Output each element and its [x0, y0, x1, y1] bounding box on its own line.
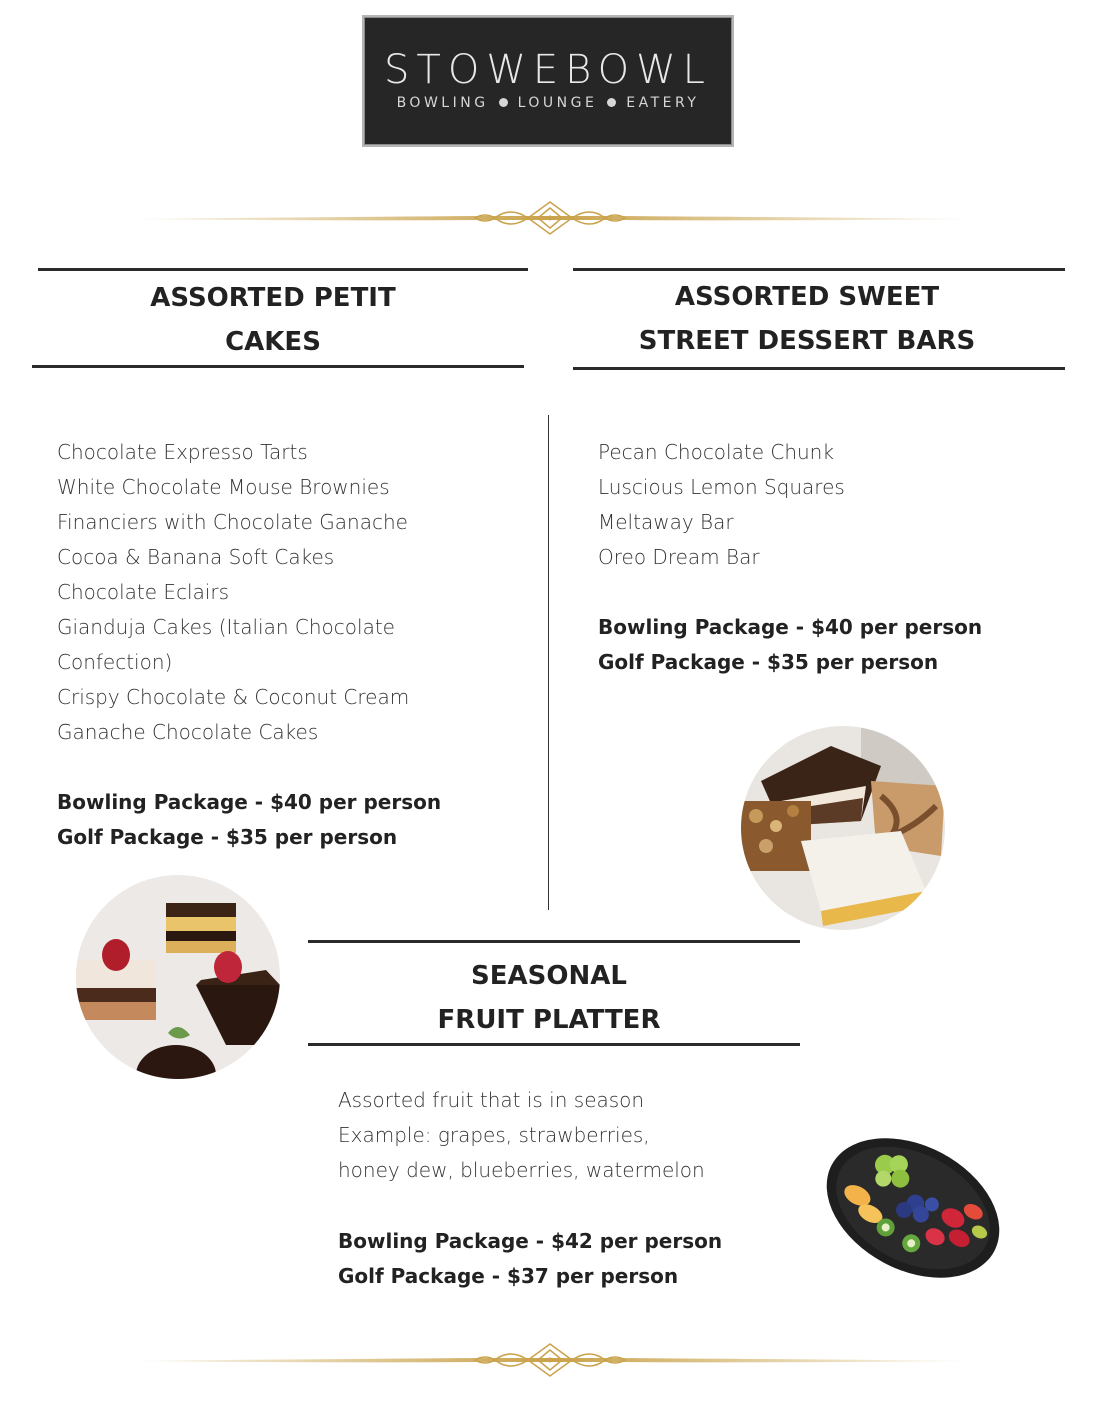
list-item: Confection): [57, 650, 173, 674]
title-line: ASSORTED SWEET: [674, 282, 940, 312]
title-line: ASSORTED PETIT: [150, 283, 396, 313]
title-rule-bottom: [32, 365, 524, 368]
dessert-bars-photo: [741, 726, 945, 930]
petit-cakes-list: [57, 435, 409, 750]
title-rule-bottom: [308, 1043, 800, 1046]
list-item: honey dew, blueberries, watermelon: [338, 1158, 705, 1182]
list-item: Meltaway Bar: [598, 510, 734, 534]
golf-package-price: Golf Package - $37 per person: [338, 1264, 679, 1288]
ornament-divider-bottom: [110, 1340, 990, 1380]
bowling-package-price: Bowling Package - $40 per person: [57, 790, 442, 814]
list-item: Financiers with Chocolate Ganache: [57, 510, 408, 534]
logo-tag-eatery: EATERY: [626, 95, 700, 111]
dessert-bars-list: [598, 435, 845, 575]
title-rule-top: [308, 940, 800, 943]
bowling-ball-icon: [499, 98, 508, 107]
list-item: Gianduja Cakes (Italian Chocolate: [57, 615, 395, 639]
logo-wordmark: STOWEBOWL: [384, 47, 712, 93]
list-item: Ganache Chocolate Cakes: [57, 720, 319, 744]
list-item: Chocolate Eclairs: [57, 580, 230, 604]
logo-tag-lounge: LOUNGE: [517, 95, 598, 111]
column-divider: [548, 415, 549, 910]
ornament-divider-top: [110, 198, 990, 238]
petit-cakes-photo: [76, 875, 280, 1079]
list-item: Chocolate Expresso Tarts: [57, 440, 308, 464]
list-item: Cocoa & Banana Soft Cakes: [57, 545, 335, 569]
list-item: Luscious Lemon Squares: [598, 475, 845, 499]
logo-tag-bowling: BOWLING: [396, 95, 489, 111]
section-title-petit-cakes: [38, 276, 508, 364]
fruit-platter-photo: [818, 1128, 1008, 1288]
title-line: STREET DESSERT BARS: [638, 326, 976, 356]
bowling-ball-icon: [607, 98, 616, 107]
title-line: CAKES: [225, 327, 321, 357]
fruit-platter-list: [338, 1083, 705, 1188]
title-rule-top: [38, 268, 528, 271]
golf-package-price: Golf Package - $35 per person: [57, 825, 398, 849]
title-line: FRUIT PLATTER: [437, 1005, 661, 1035]
list-item: Example: grapes, strawberries,: [338, 1123, 650, 1147]
list-item: Assorted fruit that is in season: [338, 1088, 645, 1112]
list-item: Pecan Chocolate Chunk: [598, 440, 834, 464]
section-title-fruit-platter: [308, 954, 790, 1042]
list-item: Crispy Chocolate & Coconut Cream: [57, 685, 410, 709]
golf-package-price: Golf Package - $35 per person: [598, 650, 939, 674]
bowling-package-price: Bowling Package - $42 per person: [338, 1229, 723, 1253]
list-item: Oreo Dream Bar: [598, 545, 760, 569]
stowebowl-logo: [362, 15, 734, 147]
logo-tagline: [364, 95, 732, 111]
title-rule-bottom: [573, 367, 1065, 370]
bowling-package-price: Bowling Package - $40 per person: [598, 615, 983, 639]
list-item: White Chocolate Mouse Brownies: [57, 475, 390, 499]
section-title-dessert-bars: [573, 275, 1041, 363]
title-rule-top: [573, 268, 1065, 271]
title-line: SEASONAL: [471, 961, 627, 991]
